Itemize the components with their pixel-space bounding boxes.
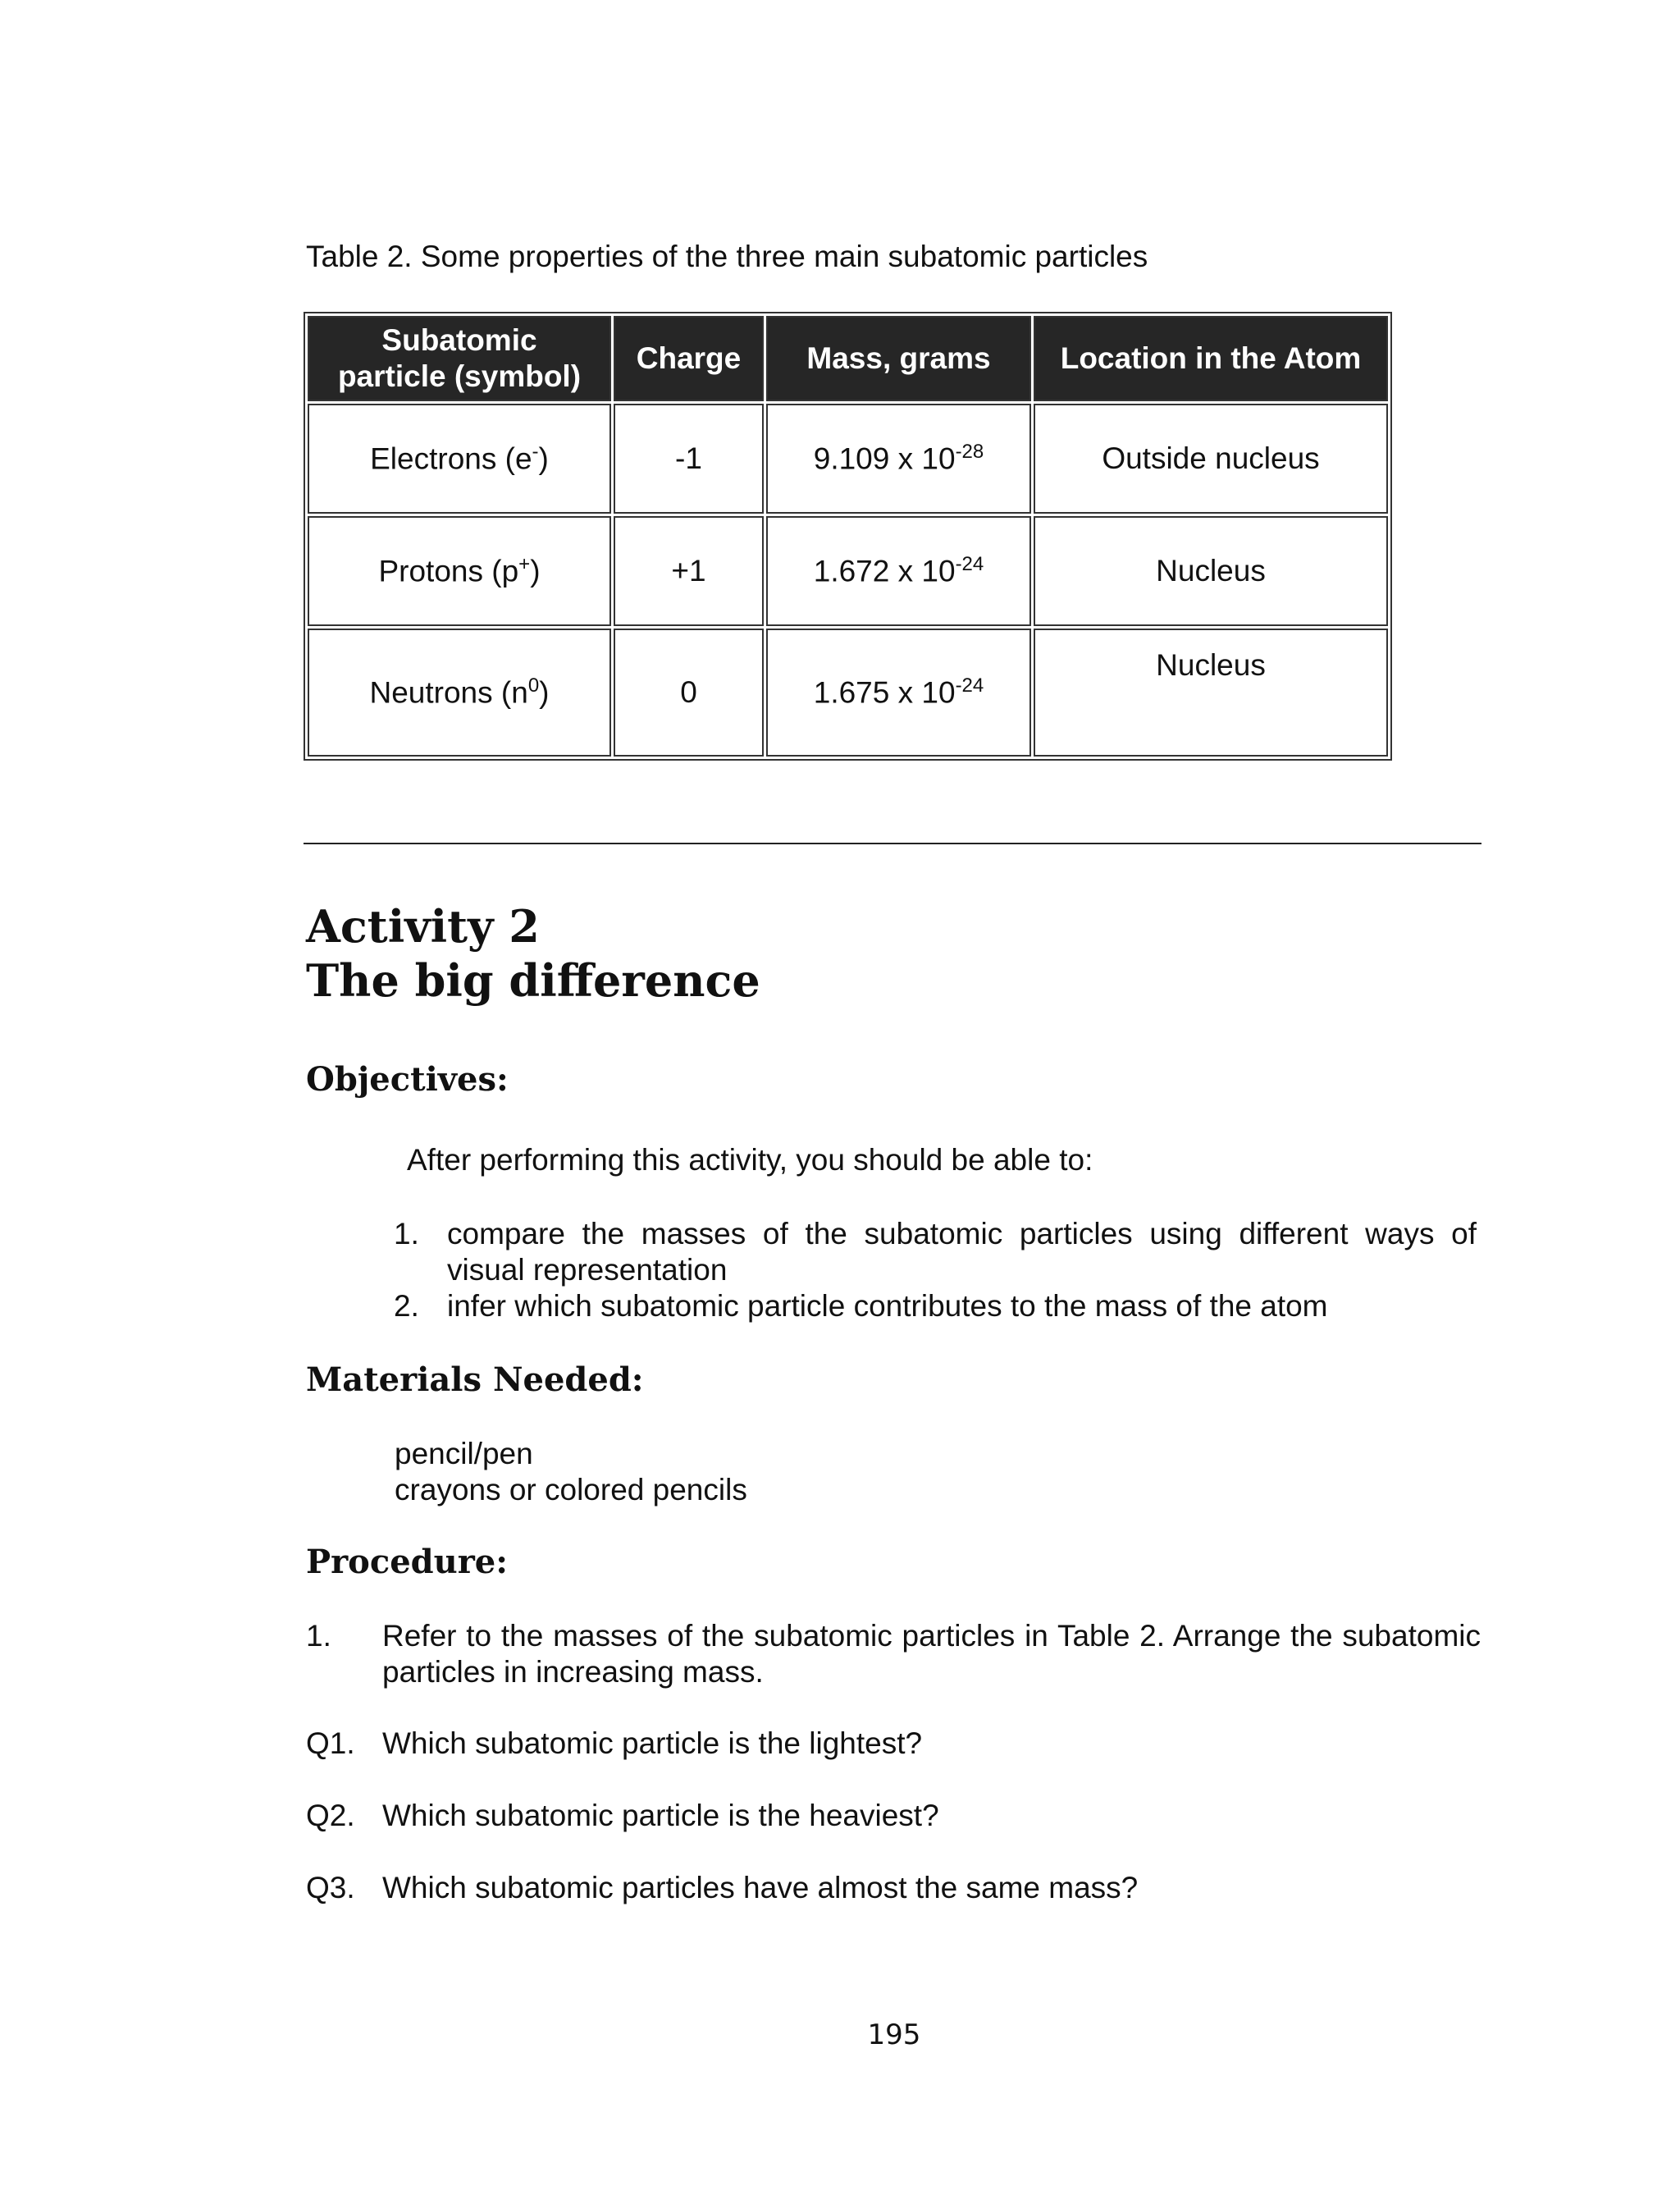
header-mass: Mass, grams xyxy=(766,316,1031,401)
procedure-step xyxy=(306,1618,1481,1690)
objectives-list xyxy=(394,1216,1477,1324)
table-caption: Table 2. Some properties of the three main subatomic particles xyxy=(306,240,1148,273)
charge-cell: 0 xyxy=(614,629,764,757)
header-particle-line2: particle (symbol) xyxy=(337,359,582,393)
table-header-row xyxy=(308,316,1388,401)
charge-cell: -1 xyxy=(614,404,764,514)
question-text: Which subatomic particle is the lightest? xyxy=(382,1726,923,1760)
table-row xyxy=(308,404,1388,514)
page-number: 195 xyxy=(867,2019,921,2051)
objectives-heading: Objectives: xyxy=(306,1060,509,1099)
horizontal-divider xyxy=(304,843,1481,844)
step-label: 1. xyxy=(306,1619,331,1653)
header-particle-line1: Subatomic xyxy=(381,323,537,357)
activity-title-line2: The big difference xyxy=(306,954,760,1007)
table-row xyxy=(308,629,1388,757)
procedure-heading: Procedure: xyxy=(306,1543,508,1581)
list-item: 1. compare the masses of the subatomic particles using different ways of visual representation xyxy=(394,1217,1477,1287)
mass-cell: 1.672 x $10^{-24}$ xyxy=(766,516,1031,626)
location-cell: Nucleus xyxy=(1034,516,1388,626)
location-cell: Outside nucleus xyxy=(1034,404,1388,514)
mass-cell: 1.675 x $10^{-24}$ xyxy=(766,629,1031,757)
step-text: Refer to the masses of the subatomic particles in Table 2. Arrange the subatomic particles in increasing mass. xyxy=(382,1619,1481,1689)
subatomic-particles-table xyxy=(304,312,1392,761)
question-text: Which subatomic particle is the heaviest? xyxy=(382,1799,939,1832)
materials-list xyxy=(395,1436,747,1508)
particle-cell: Neutrons $(n^0)$ xyxy=(308,629,611,757)
particle-cell: Protons (p+) xyxy=(308,516,611,626)
mass-cell: 9.109 x $10^{-28}$ xyxy=(766,404,1031,514)
charge-cell: +1 xyxy=(614,516,764,626)
list-item: crayons or colored pencils xyxy=(395,1473,747,1506)
question-label: Q2. xyxy=(306,1799,355,1832)
location-cell: Nucleus xyxy=(1034,629,1388,757)
header-particle xyxy=(308,316,611,401)
procedure-question xyxy=(306,1870,1481,1906)
activity-title xyxy=(306,899,760,1008)
question-label: Q1. xyxy=(306,1726,355,1760)
procedure-question xyxy=(306,1726,1481,1762)
objectives-intro: After performing this activity, you should be able to: xyxy=(407,1143,1093,1177)
procedure-question xyxy=(306,1798,1481,1834)
activity-title-line1: Activity 2 xyxy=(306,900,540,953)
table-row xyxy=(308,516,1388,626)
list-item: pencil/pen xyxy=(395,1437,533,1470)
list-item: 2. infer which subatomic particle contributes to the mass of the atom xyxy=(394,1289,1328,1323)
particle-cell: Electrons (e-) xyxy=(308,404,611,514)
header-location: Location in the Atom xyxy=(1034,316,1388,401)
question-text: Which subatomic particles have almost the same mass? xyxy=(382,1871,1139,1904)
materials-heading: Materials Needed: xyxy=(306,1360,644,1399)
question-label: Q3. xyxy=(306,1871,355,1904)
header-charge: Charge xyxy=(614,316,764,401)
